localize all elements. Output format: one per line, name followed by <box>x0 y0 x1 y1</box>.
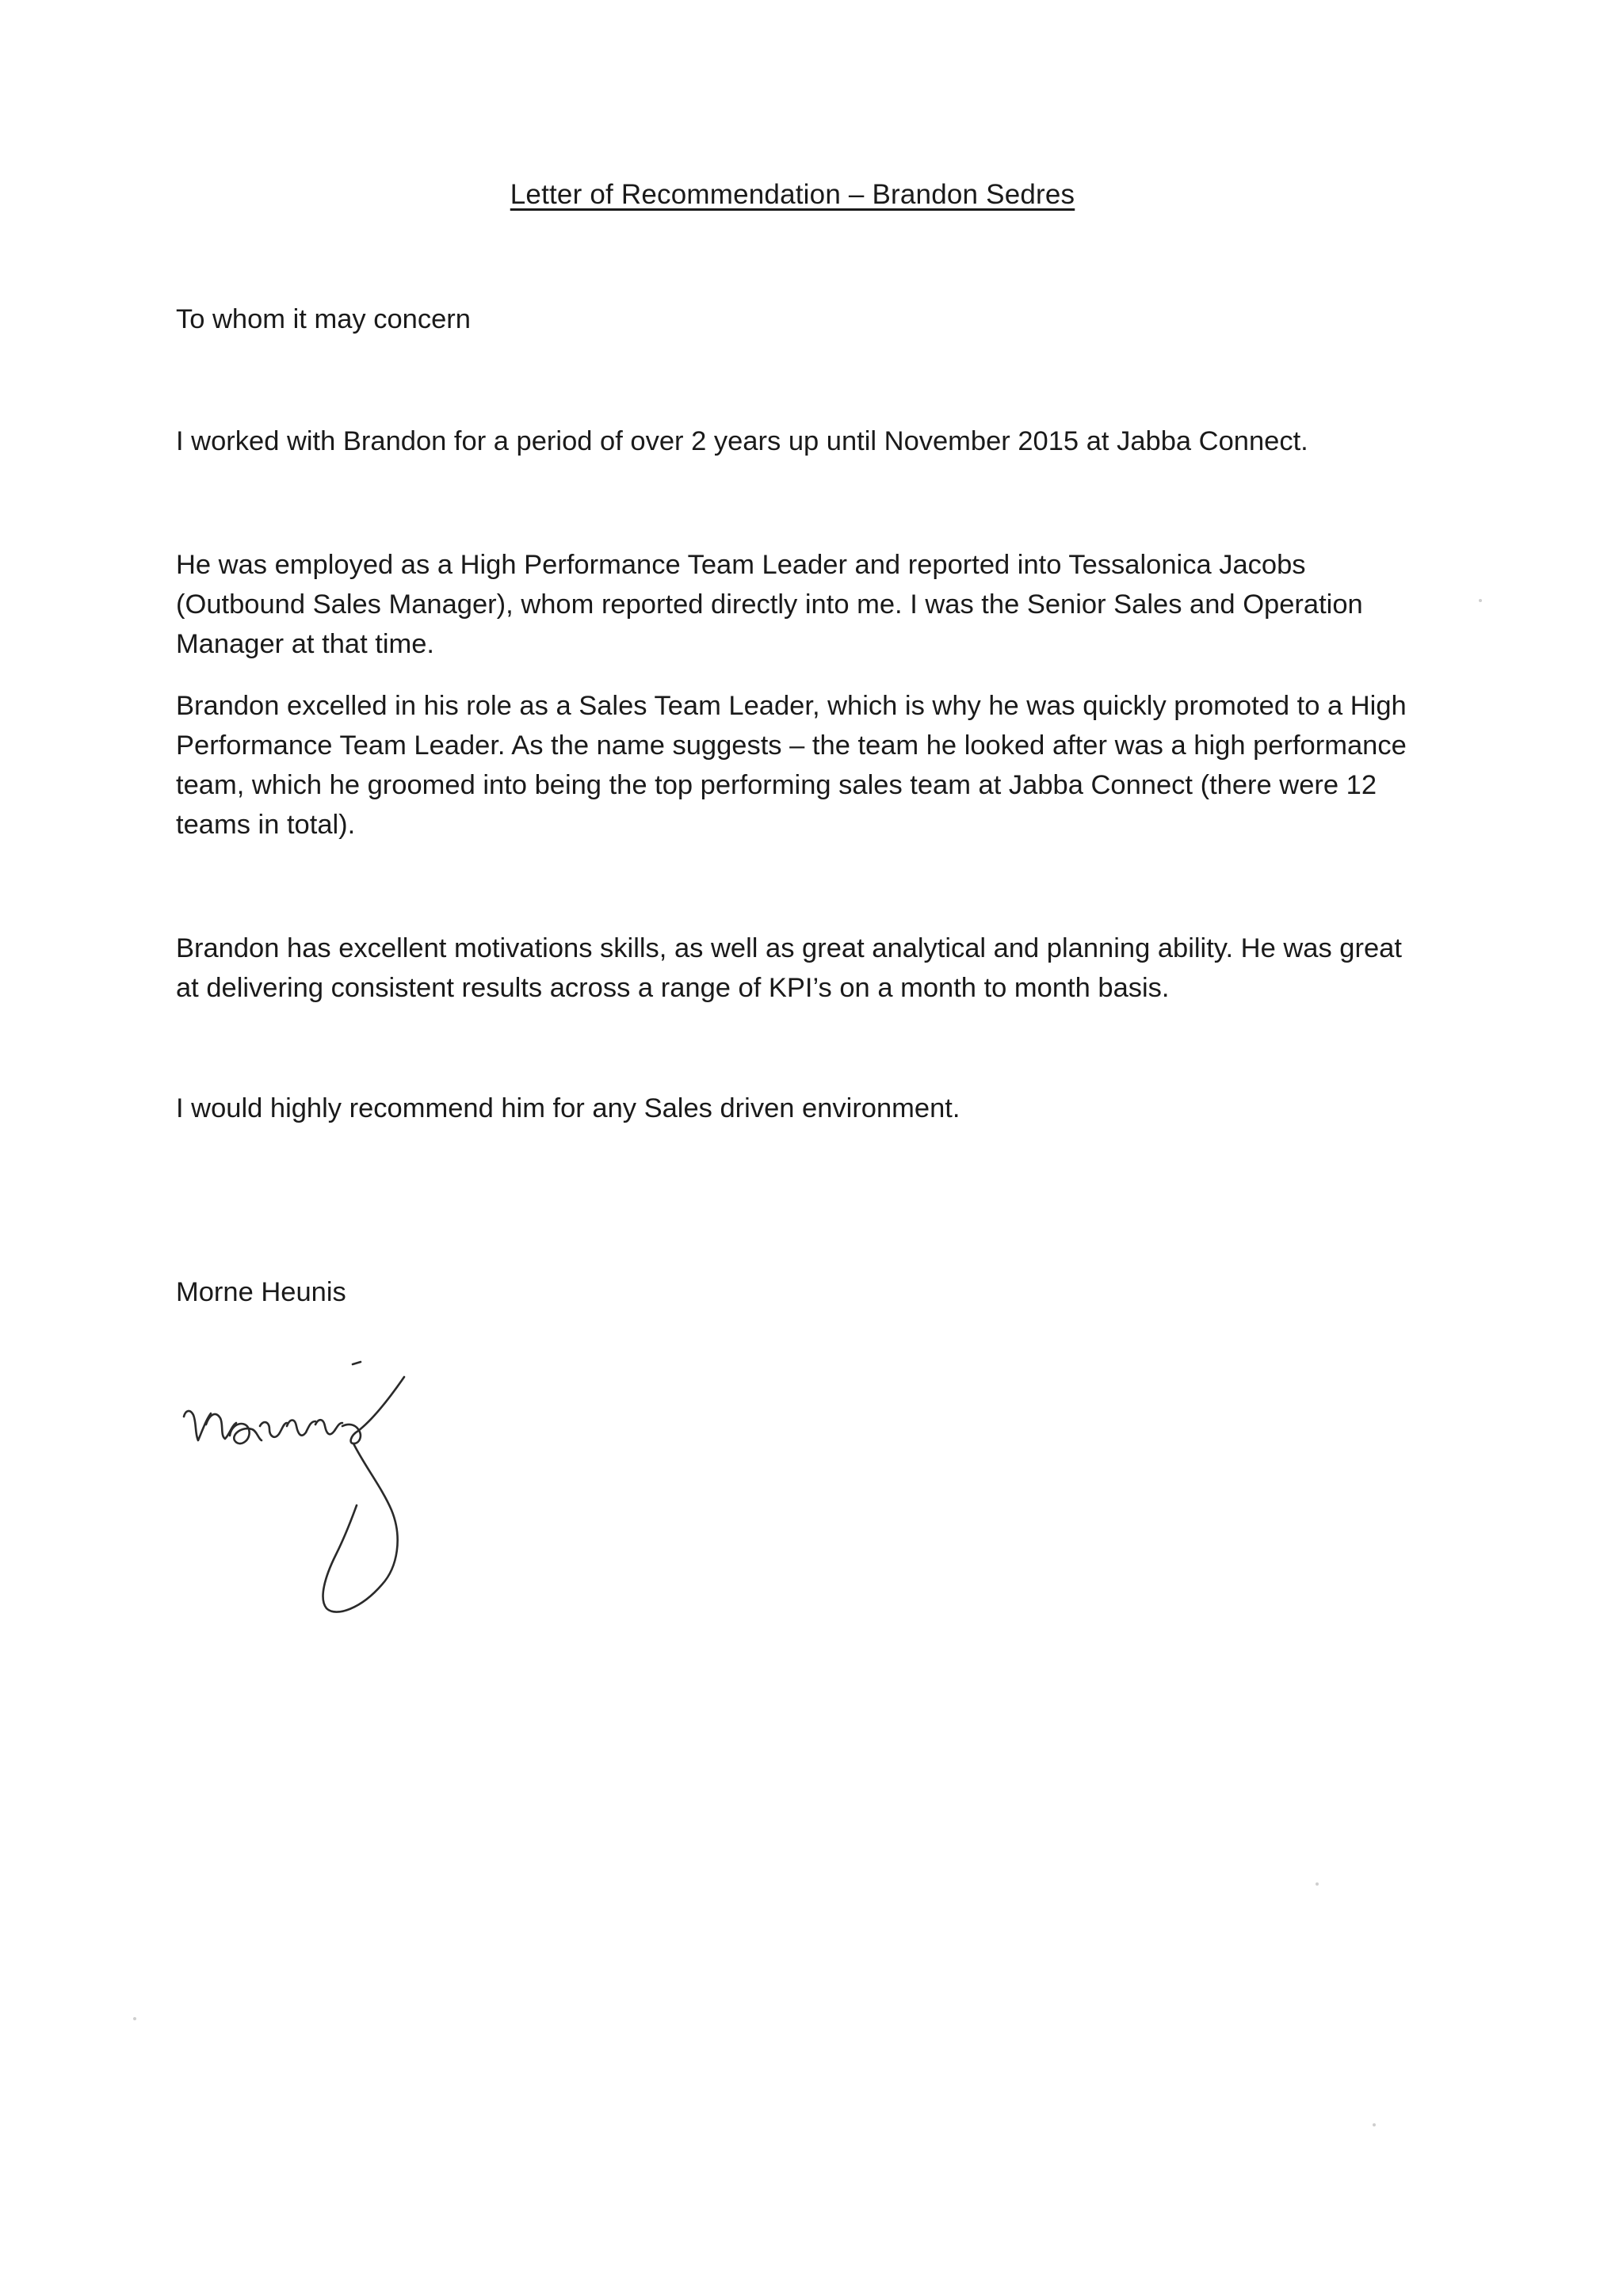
scan-speck <box>1373 2123 1376 2126</box>
salutation: To whom it may concern <box>176 304 471 334</box>
scan-speck <box>1316 1882 1319 1886</box>
handwritten-signature <box>174 1347 468 1632</box>
paragraph-role-reporting: He was employed as a High Performance Team Leader and reported into Tessalonica Jacobs (Outbound Sales Manager), whom reported directly into me. I was the Senior Sales and Operation Manager at that time. <box>176 550 1363 659</box>
signatory-name: Morne Heunis <box>176 1277 346 1307</box>
scan-speck <box>133 2017 136 2020</box>
letter-title: Letter of Recommendation – Brandon Sedres <box>510 179 1075 210</box>
paragraph-promotion: Brandon excelled in his role as a Sales Team Leader, which is why he was quickly promoted to a High Performance Team Leader. As the name suggests – the team he looked after was a high performance team, which he groomed into being the top performing sales team at Jabba Connect (there were 12 teams in total). <box>176 691 1407 840</box>
paragraph-employment-period: I worked with Brandon for a period of over 2 years up until November 2015 at Jabba Connect. <box>176 426 1308 456</box>
scan-speck <box>1479 599 1482 602</box>
paragraph-skills: Brandon has excellent motivations skills, as well as great analytical and planning ability. He was great at delivering consistent results across a range of KPI’s on a month to month basis. <box>176 933 1402 1003</box>
paragraph-recommendation: I would highly recommend him for any Sales driven environment. <box>176 1093 960 1123</box>
